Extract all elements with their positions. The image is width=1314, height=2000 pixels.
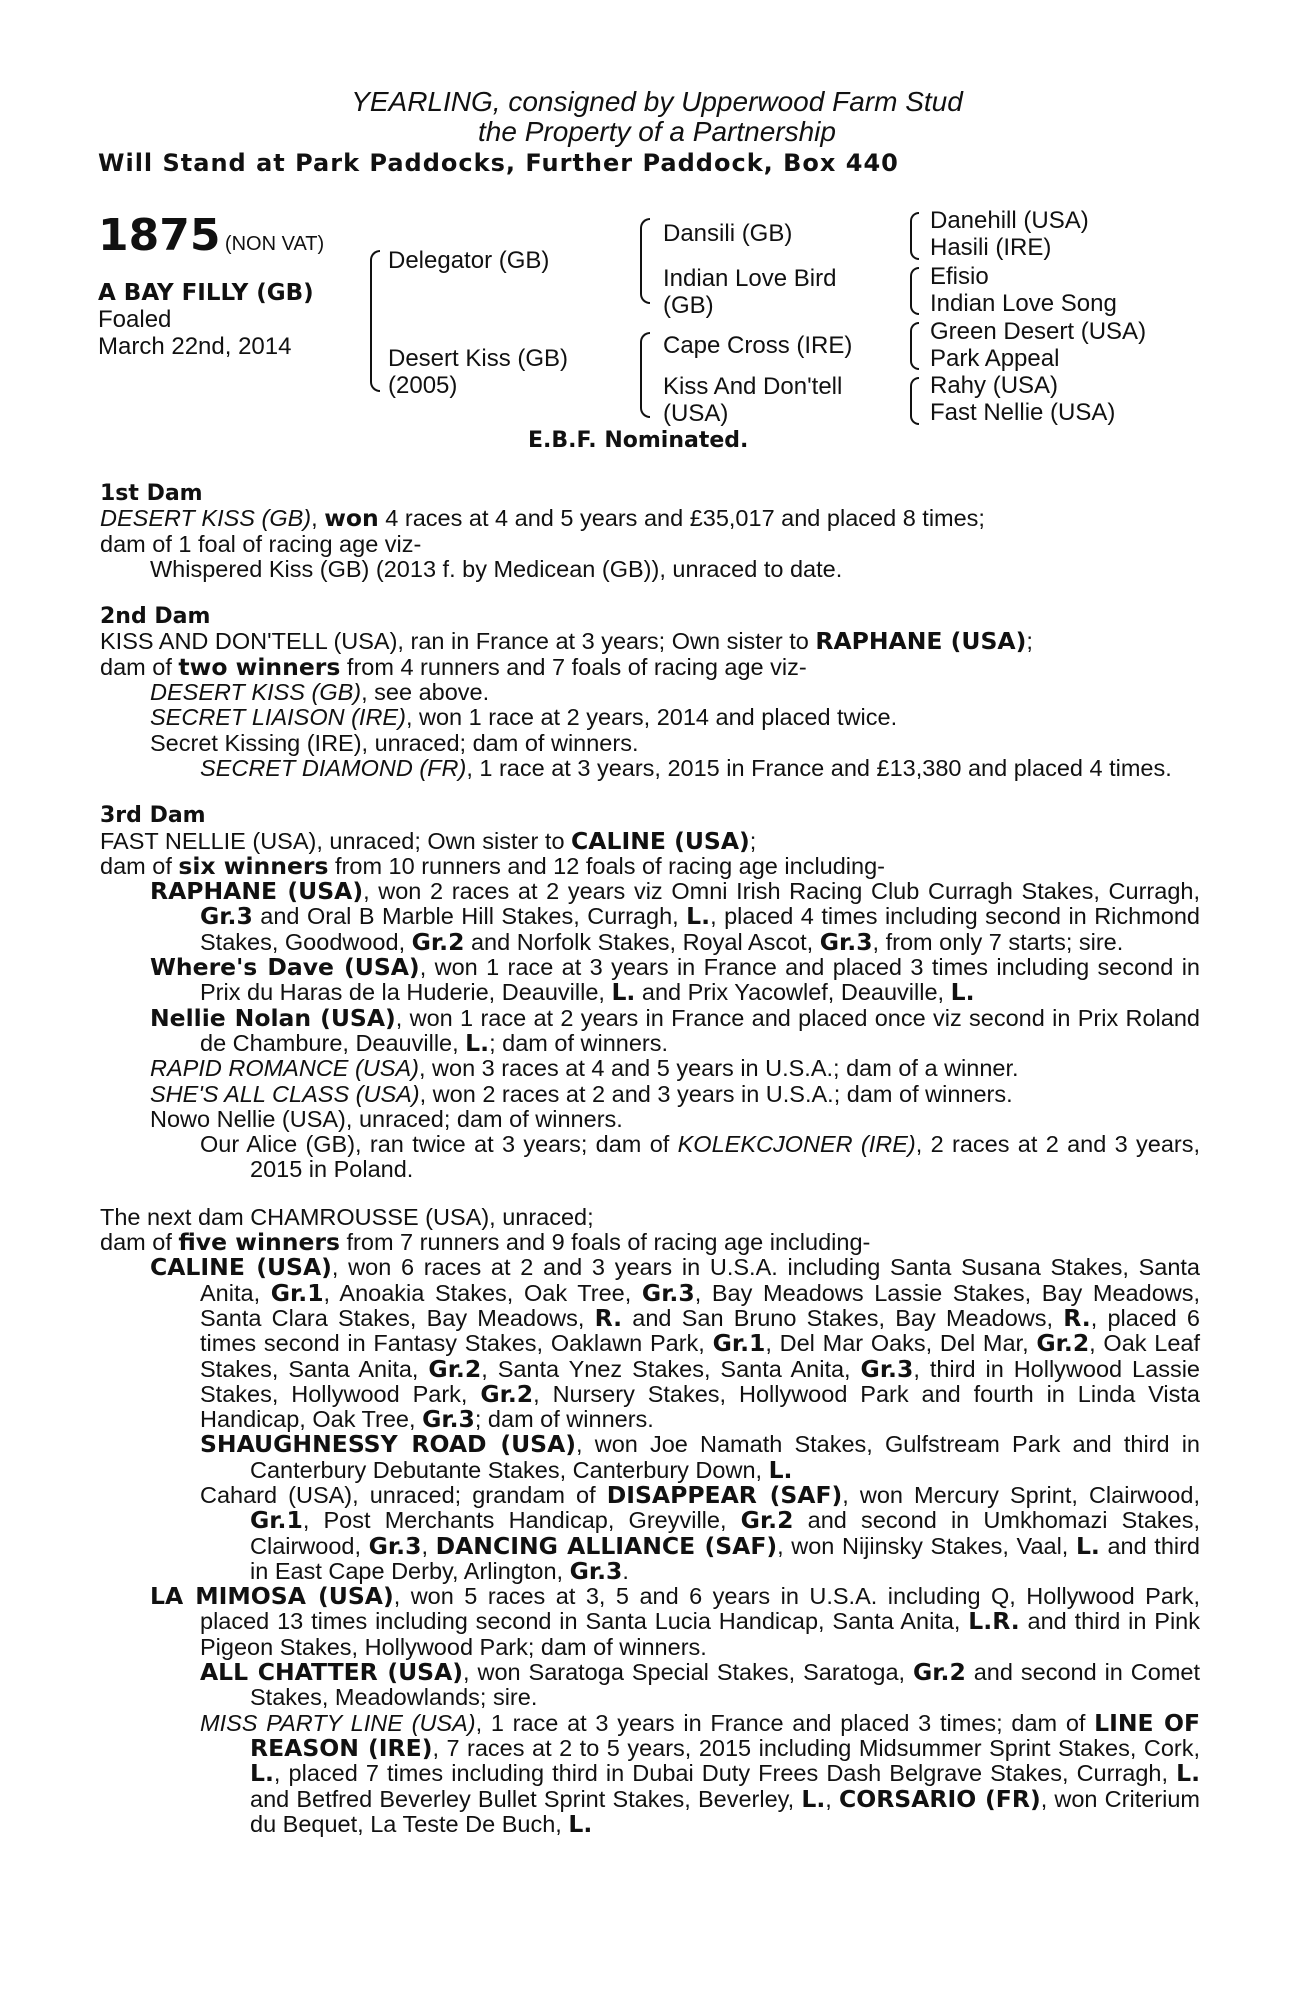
next-dam-grandproduce (100, 1480, 1201, 1585)
text: and third in East Cape Derby, Arlington, (250, 1532, 1201, 1584)
text: from 7 runners and 9 foals of racing age including- (339, 1229, 871, 1256)
pedigree-dam-dam-line2: (USA) (663, 400, 729, 427)
lot-name: A BAY FILLY (GB) (98, 280, 314, 306)
text: , 1 race at 3 years, 2015 in France and £13,380 and placed 4 times. (466, 754, 1172, 781)
grade: L. (568, 1809, 593, 1838)
text: , Anoakia Stakes, Oak Tree, (323, 1279, 642, 1306)
pedigree-sire-dam-line1: Indian Love Bird (663, 265, 837, 292)
brace-g4 (910, 377, 919, 425)
pedigree-sds: Efisio (930, 263, 989, 290)
grade: L. (1176, 1759, 1200, 1788)
text: and third in Pink Pigeon Stakes, Hollywood Park; dam of winners. (200, 1608, 1200, 1660)
text: , 2 races at 2 and 3 years, 2015 in Poland. (250, 1131, 1201, 1183)
pedigree-sdd: Indian Love Song (930, 290, 1117, 317)
text: ; dam of winners. (489, 1029, 669, 1056)
text: and Betfred Beverley Bullet Sprint Stakes, Beverley, (250, 1785, 802, 1812)
first-dam-line2: dam of 1 foal of racing age viz- (100, 530, 422, 557)
text: , won 1 race at 3 years in France and placed 3 times including second in Prix du Haras de la Huderie, Deauville, (200, 954, 1200, 1006)
brace-g1 (910, 212, 919, 260)
grade: Gr.3 (569, 1556, 623, 1585)
text: , won 5 races at 3, 5 and 6 years in U.S.A. including Q, Hollywood Park, placed 13 times including second in Santa Lucia Handicap, Santa Anita, (200, 1583, 1200, 1635)
second-dam-grandproduce (100, 756, 1200, 781)
grade: L.R. (968, 1607, 1020, 1636)
pedigree-dam-line2: (2005) (388, 372, 458, 399)
lot-number: 1875 (98, 210, 221, 261)
third-dam-grandproduce (100, 1132, 1200, 1183)
text: , from only 7 starts; sire. (872, 928, 1124, 955)
grade: L. (801, 1784, 826, 1813)
horse-name: RAPHANE (USA) (150, 877, 364, 906)
text: , won 1 race at 2 years, 2014 and placed twice. (405, 704, 898, 731)
third-dam-line2 (100, 851, 1200, 880)
brace-g2 (910, 267, 919, 315)
brace-parents (370, 250, 380, 392)
brace-sire-parents (640, 218, 650, 304)
winners-count: two winners (178, 652, 341, 681)
second-dam-heading: 2nd Dam (100, 604, 211, 630)
second-dam-produce (100, 680, 1200, 705)
next-dam-line2 (100, 1230, 1200, 1255)
text: , won Joe Namath Stakes, Gulfstream Park and third in Canterbury Debutante Stakes, Canterbury Down, (250, 1431, 1200, 1483)
next-dam-grandproduce (100, 1432, 1200, 1483)
text: , won Mercury Sprint, Clairwood, (842, 1481, 1200, 1508)
winners-count: five winners (178, 1228, 340, 1257)
text: , Post Merchants Handicap, Greyville, (302, 1507, 741, 1534)
lot-vat: (NON VAT) (224, 233, 325, 255)
first-dam-produce: Whispered Kiss (GB) (2013 f. by Medicean (GB)), unraced to date. (150, 555, 843, 582)
brace-dam-parents (640, 332, 650, 418)
grade: Gr.3 (368, 1531, 422, 1560)
text: , won 1 race at 2 years in France and placed once viz second in Prix Roland de Chambure, Deauville, (200, 1004, 1200, 1056)
horse-name: LA MIMOSA (USA) (150, 1582, 394, 1611)
horse-name: RAPID ROMANCE (USA) (150, 1055, 419, 1082)
text: , placed 4 times including second in Richmond Stakes, Goodwood, (200, 903, 1200, 955)
text: dam of (100, 653, 179, 680)
third-dam-produce (100, 1056, 1200, 1081)
text: and Oral B Marble Hill Stakes, Curragh, (252, 903, 687, 930)
pedigree-dam-dam-line1: Kiss And Don'tell (663, 373, 843, 400)
text: , won Nijinsky Stakes, Vaal, (777, 1532, 1076, 1559)
text: , (311, 505, 325, 532)
pedigree-sss: Danehill (USA) (930, 207, 1089, 234)
text: , (825, 1785, 839, 1812)
pedigree-sire: Delegator (GB) (388, 247, 550, 274)
text: KISS AND DON'TELL (USA), ran in France at 3 years; Own sister to (100, 628, 816, 655)
text: , won 2 races at 2 and 3 years in U.S.A.; dam of winners. (419, 1080, 1013, 1107)
text: Our Alice (GB), ran twice at 3 years; dam of (200, 1131, 678, 1158)
next-dam-produce (100, 1255, 1200, 1432)
text: ; dam of winners. (474, 1406, 654, 1433)
next-dam-line1: The next dam CHAMROUSSE (USA), unraced; (100, 1203, 594, 1230)
text: , see above. (361, 679, 490, 706)
pedigree-ddd: Fast Nellie (USA) (930, 399, 1116, 426)
grade: Gr.3 (422, 1405, 475, 1434)
pedigree-dss: Green Desert (USA) (930, 318, 1147, 345)
pedigree-sire-sire: Dansili (GB) (663, 220, 793, 247)
next-dam-grandproduce (100, 1708, 1201, 1838)
text: , Santa Ynez Stakes, Santa Anita, (481, 1355, 861, 1382)
text: , won 2 races at 2 years viz Omni Irish Racing Club Curragh Stakes, Curragh, (363, 878, 1200, 905)
grade: Gr.1 (270, 1278, 324, 1307)
text: and Norfolk Stakes, Royal Ascot, (464, 928, 820, 955)
header-location: Will Stand at Park Paddocks, Further Paddock, Box 440 (98, 149, 899, 177)
horse-name: Nellie Nolan (USA) (150, 1003, 396, 1032)
grade: L. (768, 1455, 793, 1484)
grade: Gr.3 (200, 902, 253, 931)
horse-name: CALINE (USA) (571, 826, 750, 855)
horse-name: SHE'S ALL CLASS (USA) (150, 1080, 420, 1107)
horse-name: SHAUGHNESSY ROAD (USA) (200, 1430, 577, 1459)
grade: L. (465, 1028, 490, 1057)
text: and second in Comet Stakes, Meadowlands; sire. (250, 1659, 1201, 1711)
text: ; (1026, 628, 1033, 655)
text: and second in Umkhomazi Stakes, Clairwood, (250, 1507, 1200, 1559)
text: , 7 races at 2 to 5 years, 2015 including Midsummer Sprint Stakes, Cork, (432, 1734, 1200, 1761)
third-dam-produce: Nowo Nellie (USA), unraced; dam of winners. (150, 1105, 623, 1132)
grade: R. (1063, 1303, 1091, 1332)
winners-count: six winners (178, 851, 329, 880)
grade: Gr.2 (411, 927, 465, 956)
horse-name: CALINE (USA) (150, 1253, 332, 1282)
won-label: won (324, 504, 379, 533)
header-consignor: YEARLING, consigned by Upperwood Farm Stud (351, 86, 963, 117)
text: , (421, 1532, 436, 1559)
horse-name: Where's Dave (USA) (150, 953, 420, 982)
grade: Gr.1 (250, 1506, 303, 1535)
header-property: the Property of a Partnership (478, 116, 836, 147)
foaled-label: Foaled (98, 306, 172, 333)
pedigree-dam-line1: Desert Kiss (GB) (388, 345, 569, 372)
text: , Del Mar Oaks, Del Mar, (765, 1330, 1037, 1357)
pedigree-dds: Rahy (USA) (930, 372, 1059, 399)
horse-name: SECRET DIAMOND (FR) (200, 754, 467, 781)
text: , won 3 races at 4 and 5 years in U.S.A.; dam of a winner. (418, 1055, 1019, 1082)
catalogue-body (100, 481, 1200, 1837)
horse-name: MISS PARTY LINE (USA) (200, 1709, 476, 1736)
grade: L. (1075, 1531, 1100, 1560)
first-dam-heading: 1st Dam (100, 481, 203, 506)
horse-name: KOLEKCJONER (IRE) (677, 1131, 916, 1158)
pedigree-sire-dam-line2: (GB) (663, 292, 714, 319)
text: , won 6 races at 2 and 3 years in U.S.A. including Santa Susana Stakes, Santa Anita, (200, 1254, 1200, 1306)
text: FAST NELLIE (USA), unraced; Own sister to (100, 827, 572, 854)
next-dam-grandproduce (100, 1660, 1200, 1711)
text: and Prix Yacowlef, Deauville, (635, 979, 951, 1006)
text: dam of (100, 1229, 179, 1256)
horse-name: DANCING ALLIANCE (SAF) (435, 1531, 778, 1560)
pedigree-ssd: Hasili (IRE) (930, 234, 1052, 261)
first-dam-line1 (100, 506, 1200, 531)
grade: Gr.2 (912, 1658, 966, 1687)
text: Cahard (USA), unraced; grandam of (200, 1481, 607, 1508)
text: , placed 6 times second in Fantasy Stakes, Oaklawn Park, (200, 1304, 1201, 1357)
horse-name: CORSARIO (FR) (838, 1784, 1041, 1813)
text: , won Saratoga Special Stakes, Saratoga, (463, 1659, 913, 1686)
grade: Gr.3 (860, 1354, 914, 1383)
third-dam-line1 (100, 826, 1200, 855)
text: , third in Hollywood Lassie Stakes, Hollywood Park, (200, 1355, 1200, 1407)
third-dam-produce (100, 1003, 1200, 1057)
horse-name: ALL CHATTER (USA) (200, 1658, 464, 1687)
text: 4 races at 4 and 5 years and £35,017 and placed 8 times; (378, 505, 985, 532)
lot-number-row (98, 210, 324, 261)
text: dam of (100, 852, 179, 879)
pedigree-dsd: Park Appeal (930, 345, 1060, 372)
grade: Gr.2 (480, 1379, 534, 1408)
horse-name: DESERT KISS (GB) (150, 679, 362, 706)
text: ; (749, 827, 757, 854)
second-dam-line1 (100, 629, 1200, 654)
ebf-nominated: E.B.F. Nominated. (528, 428, 749, 453)
text: from 10 runners and 12 foals of racing age including- (328, 852, 885, 879)
grade: Gr.2 (428, 1354, 482, 1383)
foaled-date: March 22nd, 2014 (98, 333, 292, 360)
text: . (622, 1557, 629, 1584)
grade: Gr.1 (712, 1329, 766, 1358)
third-dam-produce (100, 879, 1200, 955)
second-dam-line2 (100, 652, 1200, 681)
text: , placed 7 times including third in Dubai Duty Frees Dash Belgrave Stakes, Curragh, (273, 1760, 1177, 1787)
text: , won Criterium du Bequet, La Teste De Buch, (250, 1785, 1200, 1837)
horse-name: SECRET LIAISON (IRE) (150, 704, 406, 731)
grade: Gr.3 (641, 1278, 695, 1307)
horse-name: RAPHANE (USA) (815, 627, 1027, 656)
grade: L. (250, 1759, 274, 1788)
text: , Bay Meadows Lassie Stakes, Bay Meadows, Santa Clara Stakes, Bay Meadows, (200, 1279, 1201, 1331)
brace-g3 (910, 322, 919, 370)
grade: Gr.2 (740, 1506, 794, 1535)
third-dam-produce (100, 1082, 1200, 1107)
dam-name: DESERT KISS (GB) (100, 505, 312, 532)
grade: Gr.2 (1036, 1329, 1090, 1358)
second-dam-produce (100, 705, 1200, 730)
grade: R. (594, 1303, 623, 1332)
grade: L. (686, 902, 711, 931)
third-dam-heading: 3rd Dam (100, 803, 206, 829)
grade: L. (611, 978, 636, 1007)
grade: Gr.3 (819, 927, 873, 956)
next-dam-produce (100, 1584, 1200, 1660)
grade: L. (950, 978, 975, 1007)
third-dam-produce (100, 955, 1200, 1006)
text: from 4 runners and 7 foals of racing age viz- (340, 653, 807, 680)
pedigree-dam-sire: Cape Cross (IRE) (663, 332, 853, 359)
text: , Oak Leaf Stakes, Santa Anita, (200, 1330, 1200, 1382)
horse-name: DISAPPEAR (SAF) (606, 1480, 843, 1509)
text: and San Bruno Stakes, Bay Meadows, (622, 1304, 1064, 1331)
text: , 1 race at 3 years in France and placed 3 times; dam of (475, 1709, 1095, 1736)
second-dam-produce: Secret Kissing (IRE), unraced; dam of winners. (150, 729, 639, 756)
text: , Nursery Stakes, Hollywood Park and fourth in Linda Vista Handicap, Oak Tree, (200, 1380, 1200, 1433)
horse-name: LINE OF REASON (IRE) (250, 1708, 1201, 1762)
